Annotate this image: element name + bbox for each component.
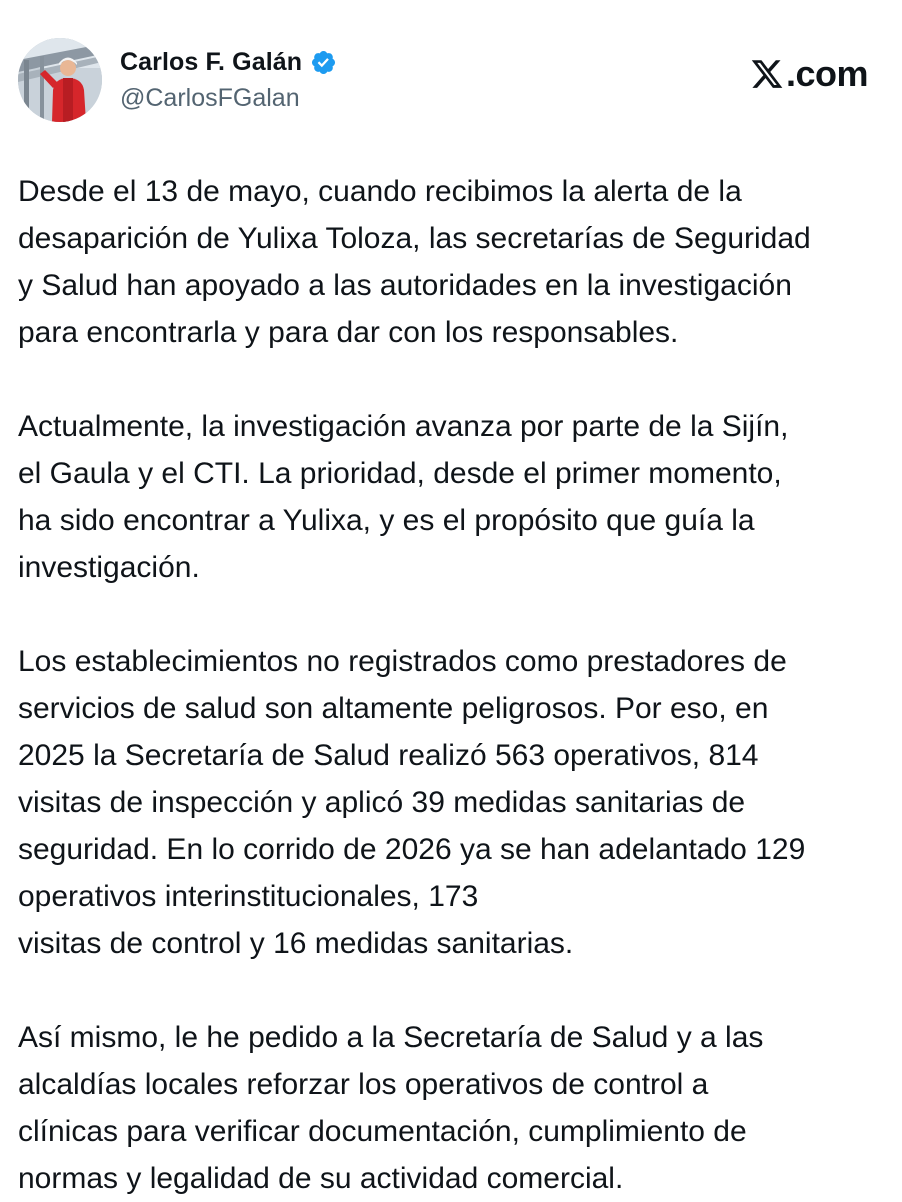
text-line: Desde el 13 de mayo, cuando recibimos la alerta de la (18, 175, 742, 208)
text-line: el Gaula y el CTI. La prioridad, desde el primer momento, (18, 457, 782, 490)
text-line: operativos interinstitucionales, 173 (18, 880, 479, 913)
text-line: visitas de control y 16 medidas sanitarias. (18, 927, 574, 960)
paragraph-2 (18, 403, 884, 591)
text-line: ha sido encontrar a Yulixa, y es el propósito que guía la (18, 504, 755, 537)
text-line: 2025 la Secretaría de Salud realizó 563 operativos, 814 (18, 739, 759, 772)
text-line: visitas de inspección y aplicó 39 medidas sanitarias de (18, 786, 746, 819)
text-line: normas y legalidad de su actividad comercial. (18, 1162, 624, 1195)
text-line: alcaldías locales reforzar los operativos de control a (18, 1068, 709, 1101)
site-domain: .com (785, 53, 868, 94)
author-handle[interactable]: @CarlosFGalan (120, 84, 300, 112)
paragraph-spacer (18, 967, 884, 1014)
tweet-header (18, 38, 884, 124)
x-logo-icon (750, 57, 784, 91)
text-line: Actualmente, la investigación avanza por parte de la Sijín, (18, 410, 789, 443)
author-display-name[interactable]: Carlos F. Galán (120, 47, 303, 76)
name-row (120, 44, 337, 80)
avatar[interactable] (18, 38, 102, 122)
text-line: Así mismo, le he pedido a la Secretaría de Salud y a las (18, 1021, 764, 1054)
paragraph-4 (18, 1014, 884, 1202)
text-line: servicios de salud son altamente peligrosos. Por eso, en (18, 692, 769, 725)
profile-photo (18, 38, 102, 122)
paragraph-spacer (18, 591, 884, 638)
text-line: investigación. (18, 551, 200, 584)
text-line: clínicas para verificar documentación, cumplimiento de (18, 1115, 747, 1148)
verified-badge-icon (310, 49, 337, 76)
author-identity (120, 44, 337, 113)
text-line: seguridad. En lo corrido de 2026 ya se han adelantado 129 (18, 833, 806, 866)
text-line: para encontrarla y para dar con los responsables. (18, 316, 679, 349)
site-logo (750, 52, 868, 96)
paragraph-1 (18, 168, 884, 356)
text-line: y Salud han apoyado a las autoridades en la investigación (18, 269, 792, 302)
paragraph-3 (18, 638, 884, 967)
text-line: desaparición de Yulixa Toloza, las secretarías de Seguridad (18, 222, 811, 255)
text-line: Los establecimientos no registrados como prestadores de (18, 645, 787, 678)
tweet-text (18, 168, 884, 1202)
paragraph-spacer (18, 356, 884, 403)
